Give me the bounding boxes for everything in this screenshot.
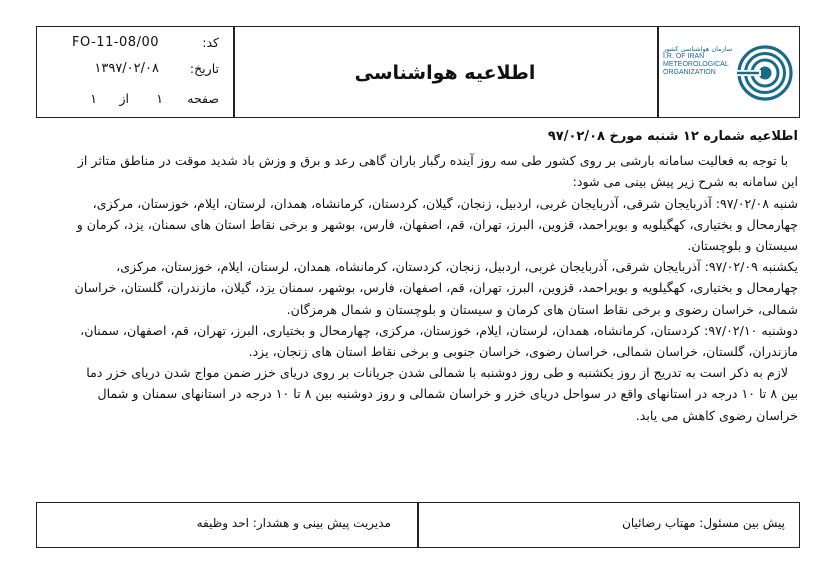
page-title: اطلاعیه هواشناسی <box>354 62 536 84</box>
bulletin-line: با توجه به فعالیت سامانه بارشی بر روی کشور طی سه روز آینده رگبار باران گاهی رعد و برق و وزش باد شدید موقت در مناطق متاثر از <box>77 153 788 169</box>
bulletin-line: چهارمحال و بختیاری، کهگیلویه و بویراحمد، قزوین، البرز، تهران، قم، اصفهان، فارس، بوشهر، سمنان یزد، گیلان، مازندران، گلستان، خراسان <box>74 280 798 296</box>
page-current: ۱ <box>156 91 163 106</box>
bulletin-note: لازم به ذکر است به تدریج از روز یکشنبه و طی روز دوشنبه با شمالی شدن جریانات بر روی دریای خزر ضمن مواج شدن دریای خزر دما <box>86 365 788 381</box>
page-label: صفحه <box>187 91 219 106</box>
logo-text-fa: سازمان هواشناسی کشور <box>663 45 733 53</box>
bulletin-line: خراسان رضوی کاهش می یابد. <box>635 407 798 423</box>
document-header <box>36 26 800 118</box>
logo <box>659 27 799 119</box>
forecast-sunday: یکشنبه ۹۷/۰۲/۰۹: آذربایجان شرقی، آذربایجان غربی، اردبیل، زنجان، کردستان، کرمانشاه، همدان، لرستان، ایلام، خوزستان، مرکزی، <box>116 259 798 275</box>
bulletin-body <box>36 126 798 426</box>
bulletin-title: اطلاعیه شماره ۱۲ شنبه مورخ ۹۷/۰۲/۰۸ <box>547 129 798 144</box>
bulletin-line: سیستان و بلوچستان. <box>687 238 798 254</box>
bulletin-line: شمالی، خراسان رضوی و برخی نقاط استان های کرمان و سیستان و بلوچستان و شمال هرمزگان. <box>286 301 798 317</box>
meteorological-organization-logo-icon <box>737 44 793 102</box>
date-row <box>43 61 223 81</box>
page-total: ۱ <box>90 91 97 106</box>
bulletin-line: چهارمحال و بختیاری، کهگیلویه و بویراحمد، قزوین، البرز، تهران، قم، اصفهان، فارس، بوشهر و برخی نقاط استان های سمنان، یزد، کرمان و <box>76 216 798 232</box>
forecast-saturday: شنبه ۹۷/۰۲/۰۸: آذربایجان شرقی، آذربایجان غربی، اردبیل، زنجان، گیلان، کردستان، کرمانشاه، همدان، لرستان، ایلام، خوزستان، مرکزی، <box>92 195 798 211</box>
manager-signature: مدیریت پیش بینی و هشدار: احد وظیفه <box>196 516 391 530</box>
forecaster-signature: پیش بین مسئول: مهتاب رضائیان <box>622 516 785 530</box>
date-value: ۱۳۹۷/۰۲/۰۸ <box>94 61 159 76</box>
document-meta <box>43 35 223 115</box>
forecast-monday: دوشنبه ۹۷/۰۲/۱۰: کردستان، کرمانشاه، همدان، لرستان، ایلام، خوزستان، مرکزی، چهارمحال و بختیاری، البرز، تهران، قم، اصفهان، سمنان، <box>80 322 798 338</box>
page-of: از <box>119 91 129 106</box>
page-row <box>43 91 223 111</box>
code-row <box>43 35 223 55</box>
bulletin-line: بین ۸ تا ۱۰ درجه در استانهای واقع در سواحل دریای خزر و خراسان شمالی و روز دوشنبه بین ۸ تا ۱۰ درجه در استانهای سمنان و شمال <box>97 386 798 402</box>
logo-text-en: METEOROLOGICAL <box>663 61 729 68</box>
logo-text <box>663 45 739 77</box>
logo-text-en: I.R. OF IRAN <box>663 53 705 60</box>
logo-text-en: ORGANIZATION <box>663 69 716 76</box>
footer-divider <box>417 503 419 547</box>
bulletin-line: این سامانه به شرح زیر پیش بینی می شود: <box>572 174 798 190</box>
bulletin-line: مازندران، گلستان، خراسان شمالی، خراسان رضوی، خراسان جنوبی و برخی نقاط استان های زنجان، یزد. <box>248 344 798 360</box>
date-label: تاریخ: <box>189 61 219 76</box>
code-value: FO-11-08/00 <box>72 35 159 50</box>
document-footer <box>36 502 800 548</box>
code-label: کد: <box>202 35 219 50</box>
